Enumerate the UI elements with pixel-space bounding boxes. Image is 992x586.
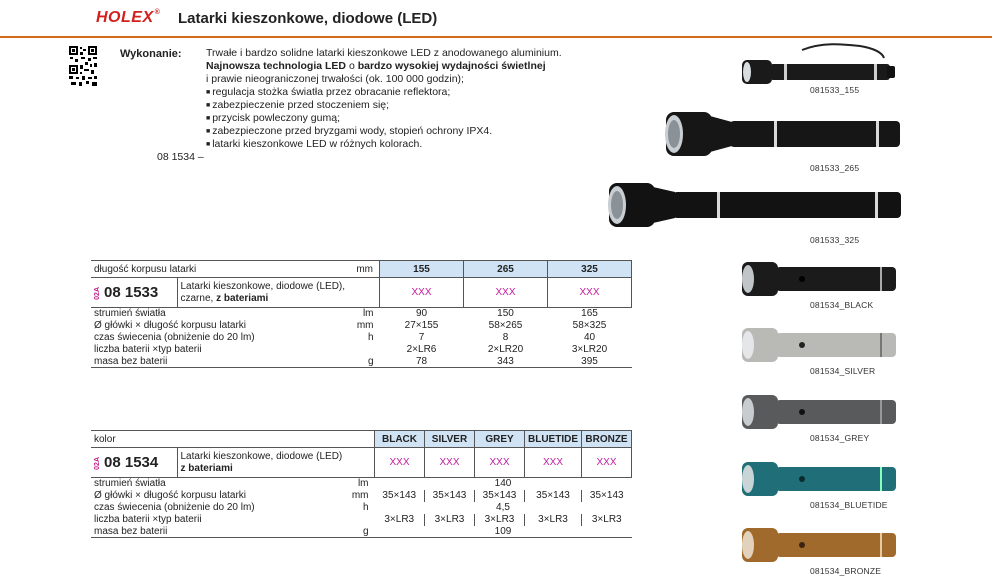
flashlight-image [740, 326, 902, 364]
image-caption: 081533_155 [810, 85, 860, 95]
article-code: 02A 08 1534 [91, 448, 177, 478]
row-unit: h [367, 332, 374, 343]
cell-value: 2×LR20 [487, 344, 524, 355]
cell-value: 8 [502, 332, 509, 343]
row-unit: mm [351, 490, 369, 501]
holex-logo: HOLEX® [96, 9, 161, 26]
image-caption: 081534_BRONZE [810, 566, 882, 576]
cell-value: 3×LR3 [525, 514, 582, 526]
cell-value: 35×143 [382, 490, 417, 501]
table-row [91, 308, 632, 320]
column-header: BRONZE [582, 431, 632, 448]
row-unit: h [362, 502, 369, 513]
row-label: liczba baterii ×typ baterii [94, 514, 202, 525]
column-header: 155 [380, 261, 464, 278]
row-unit: lm [362, 308, 374, 320]
image-caption: 081534_BLACK [810, 300, 874, 310]
column-header: SILVER [425, 431, 475, 448]
row-label: strumień światła [94, 478, 166, 490]
spec-table-081533 [91, 260, 632, 368]
row-label: Ø główki × długość korpusu latarki [94, 320, 247, 331]
table-row [91, 320, 632, 332]
execution-label: Wykonanie: [120, 48, 182, 60]
product-row [91, 448, 632, 478]
row-unit: g [327, 526, 375, 538]
row-unit [327, 514, 375, 526]
row-label: strumień światła [94, 308, 166, 320]
cell-value: 140 [494, 478, 512, 490]
cell-value: 58×325 [572, 320, 607, 331]
cell-value: 7 [418, 332, 425, 343]
header-label: długość korpusu latarki [91, 261, 330, 278]
column-header: BLUETIDE [525, 431, 582, 448]
cell-value: 90 [415, 308, 428, 320]
product-row [91, 278, 632, 308]
row-label: masa bez baterii [91, 526, 327, 538]
table-row [91, 332, 632, 344]
flashlight-image [740, 393, 902, 431]
order-number[interactable]: XXX [375, 448, 425, 478]
cell-value: 3×LR3 [425, 514, 475, 526]
table-row [91, 526, 632, 538]
flashlight-image [740, 260, 902, 298]
product-name: Latarki kieszonkowe, diodowe (LED) z bateriami [177, 448, 375, 478]
table-header-row [91, 431, 632, 448]
page-header [0, 0, 992, 38]
cell-value: 35×143 [582, 490, 632, 502]
spec-table-081534 [91, 430, 632, 538]
image-caption: 081533_325 [810, 235, 860, 245]
cell-value: 3×LR3 [475, 514, 525, 526]
order-number[interactable]: XXX [525, 448, 582, 478]
image-caption: 081534_BLUETIDE [810, 500, 888, 510]
column-header: GREY [475, 431, 525, 448]
cell-value: 150 [497, 308, 514, 320]
description-line: i prawie nieograniczonej trwałości (ok. 100 000 godzin); [206, 73, 464, 85]
article-code-prefix: 08 1534 – [157, 151, 204, 163]
table-row [91, 478, 632, 490]
row-label: czas świecenia (obniżenie do 20 lm) [94, 332, 255, 343]
cell-value: 395 [548, 356, 632, 368]
table-row [91, 344, 632, 356]
table-row [91, 502, 632, 514]
feature-bullet: ■ zabezpieczenie przed stoczeniem się; [206, 99, 676, 112]
cell-value: 40 [583, 332, 596, 343]
order-number[interactable]: XXX [582, 448, 632, 478]
table-row [91, 356, 632, 368]
row-label: liczba baterii ×typ baterii [94, 344, 202, 355]
image-caption: 081534_SILVER [810, 366, 876, 376]
feature-bullet: ■ zabezpieczone przed bryzgami wody, stopień ochrony IPX4. [206, 125, 676, 138]
cell-value: 78 [380, 356, 464, 368]
cell-value: 27×155 [404, 320, 439, 331]
flashlight-image [605, 180, 905, 230]
cell-value: 2×LR6 [406, 344, 437, 355]
flashlight-image [742, 42, 910, 88]
column-header: 325 [548, 261, 632, 278]
cell-value: 3×LR3 [384, 514, 415, 525]
product-name: Latarki kieszonkowe, diodowe (LED), czarne, z bateriami [177, 278, 380, 308]
order-number[interactable]: XXX [548, 278, 632, 308]
product-description [206, 47, 676, 151]
flashlight-image [740, 526, 902, 564]
cell-value: 58×265 [488, 320, 523, 331]
feature-bullet: ■ regulacja stożka światła przez obracanie reflektora; [206, 86, 676, 99]
cell-value: 3×LR20 [571, 344, 608, 355]
row-unit: lm [357, 478, 369, 490]
image-caption: 081534_GREY [810, 433, 870, 443]
description-line: Najnowsza technologia LED o bardzo wysokiej wydajności świetlnej [206, 60, 546, 72]
table-row [91, 490, 632, 502]
cell-value: 4,5 [496, 502, 510, 513]
feature-bullet: ■ latarki kieszonkowe LED w różnych kolorach. [206, 138, 676, 151]
row-label: czas świecenia (obniżenie do 20 lm) [94, 502, 255, 513]
header-label: kolor [91, 431, 375, 448]
table-row [91, 514, 632, 526]
column-header: 265 [464, 261, 548, 278]
cell-value: 165 [581, 308, 598, 320]
row-label: Ø główki × długość korpusu latarki [94, 490, 247, 501]
order-number[interactable]: XXX [380, 278, 464, 308]
flashlight-image [662, 108, 906, 160]
image-caption: 081533_265 [810, 163, 860, 173]
order-number[interactable]: XXX [475, 448, 525, 478]
cell-value: 35×143 [525, 490, 582, 502]
flashlight-image [740, 460, 902, 498]
page-title: Latarki kieszonkowe, diodowe (LED) [178, 10, 438, 27]
cell-value: 35×143 [475, 490, 525, 502]
order-number[interactable]: XXX [425, 448, 475, 478]
article-code: 02A 08 1533 [91, 278, 177, 308]
column-header: BLACK [375, 431, 425, 448]
order-number[interactable]: XXX [464, 278, 548, 308]
feature-bullet: ■ przycisk powleczony gumą; [206, 112, 676, 125]
cell-value: 343 [464, 356, 548, 368]
row-label: masa bez baterii [91, 356, 330, 368]
row-unit: mm [356, 320, 374, 331]
description-line: Trwałe i bardzo solidne latarki kieszonkowe LED z anodowanego aluminium. [206, 47, 562, 59]
header-unit: mm [330, 261, 380, 278]
cell-value: 3×LR3 [582, 514, 632, 526]
cell-value: 35×143 [425, 490, 475, 502]
table-header-row [91, 261, 632, 278]
row-unit: g [330, 356, 380, 368]
qr-code-icon [68, 45, 98, 87]
cell-value: 109 [375, 526, 632, 538]
row-unit [330, 344, 380, 356]
